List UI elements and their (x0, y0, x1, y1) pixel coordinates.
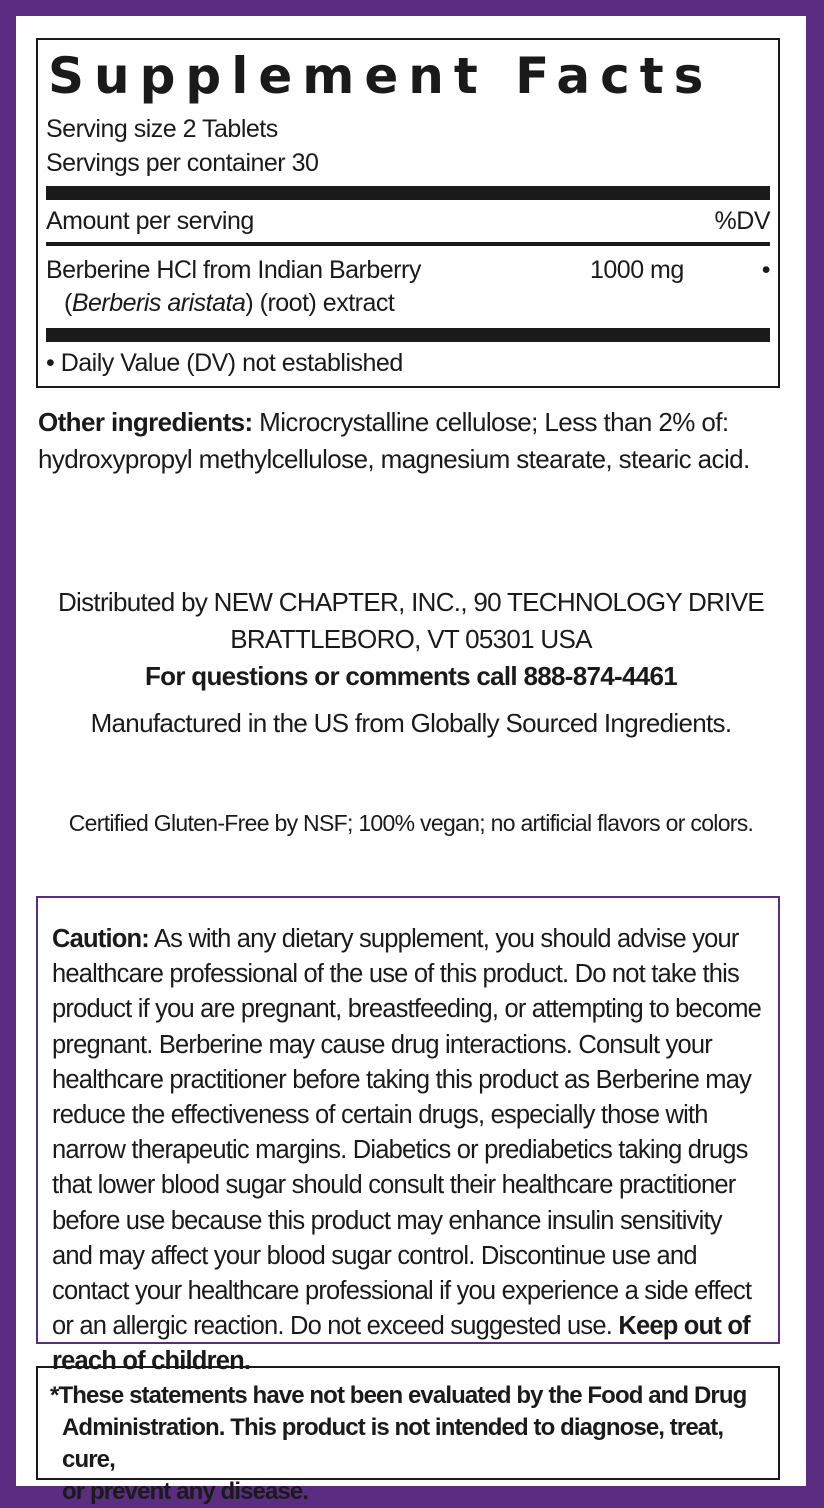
product-label (16, 16, 806, 1505)
serving-size: Serving size 2 Tablets (46, 115, 278, 143)
other-ingredients-text: Microcrystalline cellulose; Less than 2% of: hydroxypropyl methylcellulose, magnesium stearate, stearic acid. (38, 407, 750, 474)
ingredient-dv: • (761, 256, 770, 284)
disclaimer-line: Administration. This product is not intended to diagnose, treat, cure, (62, 1414, 724, 1473)
caution-label: Caution: (52, 925, 149, 953)
distributor-info (16, 584, 806, 695)
keep-out-warning: Keep out of reach of children. (52, 1312, 750, 1376)
thick-divider (46, 186, 770, 200)
botanical-name: Berberis aristata (71, 289, 246, 317)
manufactured-statement: Manufactured in the US from Globally Sourced Ingredients. (90, 708, 732, 738)
other-ingredients-label: Other ingredients: (38, 407, 253, 437)
supplement-facts-panel (36, 38, 780, 388)
amount-header-row (46, 204, 770, 238)
other-ingredients (38, 404, 778, 478)
ingredient-name: Berberine HCl from Indian Barberry (46, 256, 421, 284)
ingredient-source: (Berberis aristata) (root) extract (64, 289, 395, 317)
disclaimer-line: *These statements have not been evaluated by the Food and Drug (50, 1382, 747, 1409)
servings-per-container: Servings per container 30 (46, 149, 319, 177)
distributor-line: Distributed by NEW CHAPTER, INC., 90 TECHNOLOGY DRIVE (57, 587, 764, 617)
ingredient-row (46, 254, 770, 286)
ingredient-amount: 1000 mg (590, 256, 684, 284)
thick-divider-bottom (46, 328, 770, 342)
amount-header: Amount per serving (46, 207, 254, 235)
disclaimer-line: or prevent any disease. (62, 1478, 309, 1505)
distributor-address: BRATTLEBORO, VT 05301 USA (230, 624, 592, 654)
dv-header: %DV (714, 207, 770, 235)
thin-divider (46, 242, 770, 246)
dv-footnote: • Daily Value (DV) not established (46, 349, 403, 377)
caution-box (36, 896, 780, 1376)
facts-title: Supplement Facts (48, 47, 714, 105)
contact-line: For questions or comments call 888-874-4461 (144, 661, 677, 691)
fda-disclaimer (36, 1366, 780, 1505)
caution-text: As with any dietary supplement, you should advise your healthcare professional of the use of this product. Do not take this product if you are pregnant, breastfeeding, or attempting to become pregnant. Berberine may cause drug interactions. Consult your healthcare practitioner before taking this product as Berberine may reduce the effectiveness of certain drugs, especially those with narrow therapeutic margins. Diabetics or prediabetics taking drugs that lower blood sugar should consult their healthcare practitioner before use because this product may enhance insulin sensitivity and may affect your blood sugar control. Discontinue use and contact your healthcare professional if you experience a side effect or an allergic reaction. Do not exceed suggested use. (52, 925, 762, 1341)
certification-statement: Certified Gluten-Free by NSF; 100% vegan; no artificial flavors or colors. (68, 810, 754, 836)
